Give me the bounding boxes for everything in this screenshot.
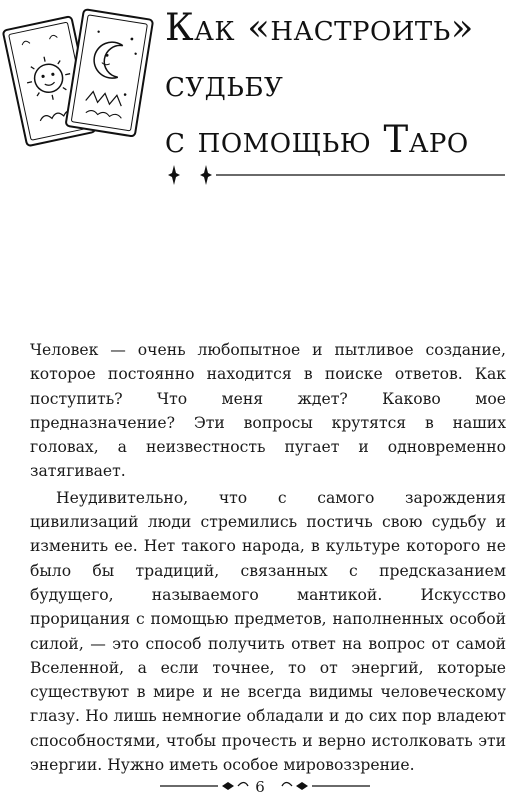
chapter-title-line-3: с помощью Таро — [165, 118, 469, 161]
chapter-title — [165, 0, 515, 168]
tarot-cards-illustration — [0, 0, 160, 165]
paragraph-2: Неудивительно, что с самого зарождения цивилизаций люди стремились постичь свою судьбу и изменить ее. Нет такого народа, в культуре которого не было бы традиций, связанных с предсказанием будущего, называемого мантикой. Искусство прорицания с помощью предметов, наполненных особой силой, — это способ получить ответ на вопрос от самой Вселенной, а если точнее, то от энергий, которые существуют в мире и не всегда видимы человеческому глазу. Но лишь немногие обладали и до сих пор владеют способностями, чтобы прочесть и верно истолковать эти энергии. Нужно иметь особое мировоззрение. — [30, 488, 506, 775]
sparkle-star-icon — [168, 165, 212, 185]
page-number: 6 — [255, 778, 265, 796]
title-divider — [160, 160, 505, 190]
paragraph-1: Человек — очень любопытное и пытливое создание, которое постоянно находится в поиске ответов. Как поступить? Что меня ждет? Каково мое предназначение? Эти вопросы крутятся в наших головах, а неизвестность пугает и одновременно затягивает. — [30, 341, 506, 481]
moon-card — [66, 9, 154, 136]
chapter-title-line-2: судьбу — [165, 62, 284, 105]
chapter-title-line-1: Как «настроить» — [165, 6, 474, 49]
article-body — [30, 338, 506, 777]
